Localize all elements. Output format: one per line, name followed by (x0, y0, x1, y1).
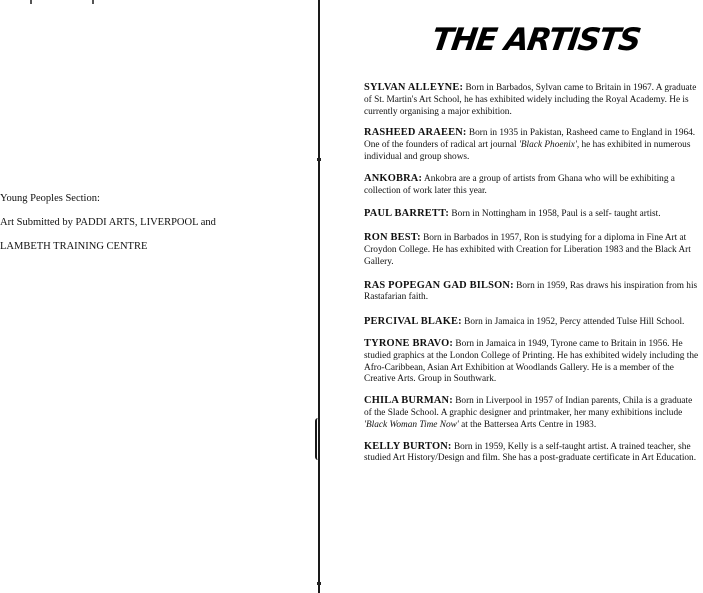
submitted-line-1: Art Submitted by PADDI ARTS, LIVERPOOL and (0, 217, 216, 228)
artist-bio: Ankobra are a group of artists from Ghana who will be exhibiting a collection of work later this year. (364, 173, 675, 196)
artist-name: KELLY BURTON: (364, 440, 452, 452)
artist-bio-cont: at the Battersea Arts Centre in 1983. (458, 419, 597, 430)
artist-bio: Born in 1959, Ras draws his inspiration from his Rastafarian faith. (364, 280, 698, 303)
page-fold (318, 0, 320, 593)
artist-bio: Born in 1959, Kelly is a self-taught artist. A trained teacher, she studied Art History/Design and film. She has a post-graduate certificate in Art Education. (364, 441, 697, 464)
journal-title: 'Black Phoenix' (518, 140, 577, 151)
artist-entry (364, 208, 700, 221)
artist-name: PERCIVAL BLAKE: (364, 316, 462, 328)
artist-bio: Born in Barbados in 1957, Ron is studying for a diploma in Fine Art at Croydon College. He has exhibited with Creation for Liberation 1983 and the Black Art Gallery. (364, 233, 691, 267)
young-peoples-section (0, 192, 316, 264)
artist-name: PAUL BARRETT: (364, 208, 450, 220)
artist-entry (364, 338, 700, 386)
artist-entry (364, 280, 700, 305)
artist-name: ANKOBRA: (364, 172, 423, 184)
left-page (0, 0, 320, 593)
artist-name: TYRONE BRAVO: (364, 337, 454, 349)
artist-entry (364, 82, 700, 118)
artist-entry (364, 441, 700, 466)
artist-bio: Born in Liverpool in 1957 of Indian parents, Chila is a graduate of the Slade School. A graphic designer and printmaker, her many exhibitions include (364, 396, 693, 418)
artist-list (364, 82, 700, 465)
artist-entry (364, 232, 700, 268)
artist-entry (364, 395, 700, 431)
artist-entry (364, 173, 700, 198)
exhibition-title: 'Black Woman Time Now' (364, 419, 459, 430)
artist-name: RAS POPEGAN GAD BILSON: (364, 279, 514, 291)
artist-name: CHILA BURMAN: (364, 395, 453, 407)
artist-name: RON BEST: (364, 232, 421, 244)
fold-tick (317, 582, 321, 585)
artist-bio: Born in 1935 in Pakistan, Rasheed came to England in 1964. One of the founders of radical art journal (364, 128, 696, 151)
right-page (322, 0, 703, 593)
artist-bio: Born in Jamaica in 1952, Percy attended Tulse Hill School. (464, 317, 685, 328)
artist-name: RASHEED ARAEEN: (364, 127, 467, 139)
fold-tick (317, 158, 321, 161)
artist-entry (364, 316, 700, 329)
artist-bio-cont: , he has exhibited in numerous individual and group shows. (364, 140, 691, 162)
section-heading: Young Peoples Section: (0, 193, 100, 204)
artist-bio: Born in Barbados, Sylvan came to Britain in 1967. A graduate of St. Martin's Art School, he has exhibited widely including the Royal Academy. He is currently organising a major exhibition. (364, 83, 697, 117)
artist-bio: Born in Jamaica in 1949, Tyrone came to Britain in 1956. He studied graphics at the London College of Printing. He has exhibited widely including the Afro-Caribbean, Asian Art Exhibition at Woodlands Gallery. He is a member of the Creative Arts. Group in Southwark. (364, 338, 699, 385)
submitted-line-2: LAMBETH TRAINING CENTRE (0, 241, 148, 252)
artist-bio: Born in Nottingham in 1958, Paul is a self- taught artist. (451, 209, 661, 220)
page-title: THE ARTISTS (429, 22, 643, 58)
artist-name: SYLVAN ALLEYNE: (364, 82, 464, 93)
artist-entry (364, 127, 700, 163)
